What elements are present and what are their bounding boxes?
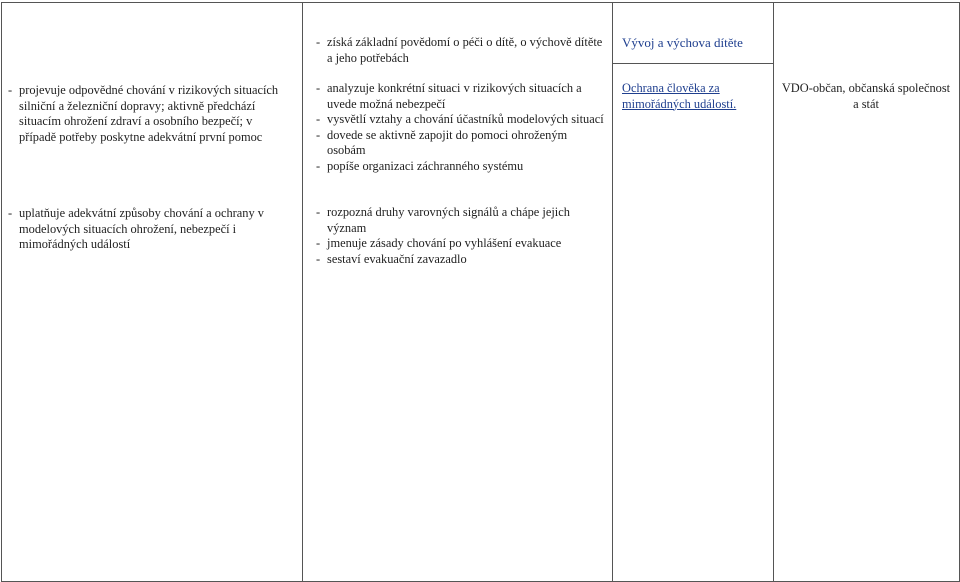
curriculum-cell-1 [316, 35, 608, 66]
curriculum-item: - analyzuje konkrétní situaci v rizikových situacích a uvede možná nebezpečí [316, 81, 608, 112]
outcome-item: - projevuje odpovědné chování v rizikových situacích silniční a železniční dopravy; aktivně předchází situacím ohrožení zdraví a osobního bezpečí; v případě potřeby poskytne adekvátní první pomoc [8, 83, 290, 145]
relation-topic: Vývoj a výchova dítěte [622, 35, 743, 50]
cell-divider [612, 63, 773, 64]
curriculum-item: - vysvětlí vztahy a chování účastníků modelových situací [316, 112, 608, 128]
theme-cell: VDO-občan, občanská společnost a stát [781, 81, 951, 111]
curriculum-item: - sestaví evakuační zavazadlo [316, 252, 608, 268]
column-divider [773, 2, 774, 581]
curriculum-item: - rozpozná druhy varovných signálů a chápe jejich význam [316, 205, 608, 236]
column-divider [612, 2, 613, 581]
curriculum-item: - získá základní povědomí o péči o dítě, o výchově dítěte a jeho potřebách [316, 35, 608, 66]
curriculum-item: - dovede se aktivně zapojit do pomoci ohroženým osobám [316, 128, 608, 159]
curriculum-item: - jmenuje zásady chování po vyhlášení evakuace [316, 236, 608, 252]
relation-link[interactable]: Ochrana člověka za mimořádných událostí. [622, 81, 737, 111]
curriculum-item: - popíše organizaci záchranného systému [316, 159, 608, 175]
column-divider [302, 2, 303, 581]
outcome-item: - uplatňuje adekvátní způsoby chování a ochrany v modelových situacích ohrožení, nebezpečí i mimořádných událostí [8, 206, 290, 253]
relation-cell [622, 81, 770, 112]
curriculum-cell-3 [316, 205, 608, 267]
curriculum-cell-2 [316, 81, 608, 174]
outcome-cell-2 [8, 206, 290, 253]
outcome-cell-1 [8, 83, 290, 145]
